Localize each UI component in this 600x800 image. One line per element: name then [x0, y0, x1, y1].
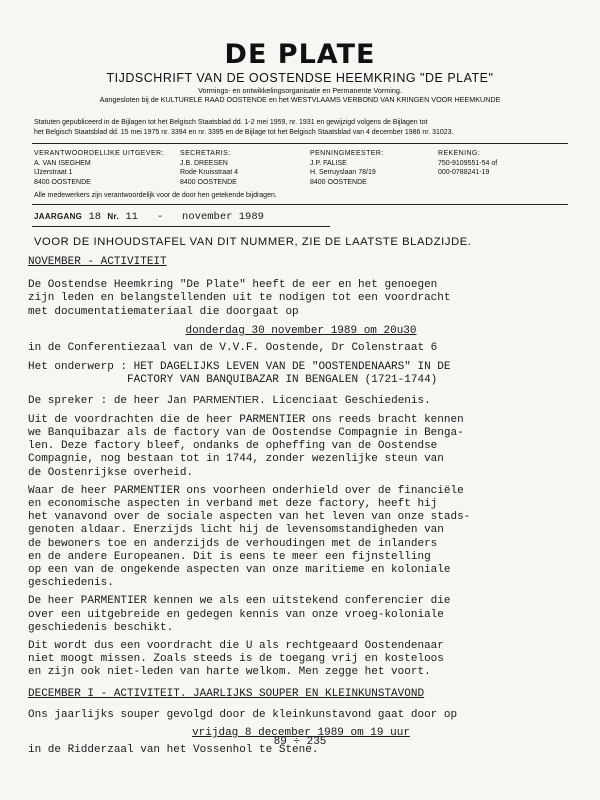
issue-line	[34, 211, 264, 223]
issue-date: november 1989	[182, 211, 264, 223]
paragraph-line: we Banquibazar als de factory van de Oostendse Compagnie in Benga-	[28, 427, 464, 440]
divider	[32, 143, 568, 144]
account-number: 750-9109551-54 of	[438, 159, 498, 167]
paragraph-line: en zijn ook niet-leden van harte welkom. Men zegge het voort.	[28, 666, 431, 679]
event-location: in de Ridderzaal van het Vossenhol te Stene.	[28, 744, 319, 757]
topic-line: FACTORY VAN BANQUIBAZAR IN BENGALEN (1721-1744)	[28, 374, 438, 387]
paragraph-line: Uit de voordrachten die de heer PARMENTIER ons reeds bracht kennen	[28, 413, 464, 426]
publication-title: DE PLATE	[224, 39, 376, 70]
speaker-prefix: De spreker : de heer Jan	[28, 394, 194, 407]
officer-role: PENNINGMEESTER:	[310, 150, 384, 157]
divider	[32, 204, 568, 205]
officer-name: J.B. DREESEN	[180, 159, 228, 167]
article-body	[28, 256, 574, 758]
responsibility-note: Alle medewerkers zijn verantwoordelijk voor de door hen getekende bijdragen.	[34, 192, 277, 199]
issue-number: 11	[125, 211, 138, 223]
volume-label: JAARGANG	[34, 212, 83, 221]
topic-line: Het onderwerp : HET DAGELIJKS LEVEN VAN DE "OOSTENDENAARS" IN DE	[28, 361, 451, 374]
affiliation-line: Aangesloten bij de KULTURELE RAAD OOSTENDE en het WESTVLAAMS VERBOND VAN KRINGEN VOOR HEEMKUNDE	[99, 95, 501, 104]
statutes-line: Statuten gepubliceerd in de Bijlagen tot het Belgisch Staatsblad dd. 1-2 mei 1959, nr. 1931 en gewijzigd volgens de Bijlagen tot	[34, 119, 428, 126]
organisation-type: Vormings- en ontwikkelingsorganisatie en Permanente Vorming.	[198, 86, 402, 95]
paragraph-line: len. Deze factory bleef, ondanks de opheffing van de Oostendse	[28, 440, 438, 453]
statutes-line: het Belgisch Staatsblad dd. 15 mei 1975 nr. 3394 en nr. 3395 en de Bijlage tot het Belgisch Staatsblad van 4 december 1986 nr. 31023.	[34, 128, 454, 136]
event-location: in de Conferentiezaal van de V.V.F. Oostende, Dr Colenstraat 6	[28, 342, 438, 355]
statutes-block	[34, 118, 566, 137]
account-label: REKENING:	[438, 150, 481, 157]
separator: -	[156, 211, 164, 223]
officer-city: 8400 OOSTENDE	[310, 178, 367, 186]
officer-name: J.P. FALISE	[310, 159, 347, 167]
divider	[32, 226, 330, 227]
paragraph-line: De Oostendse Heemkring "De Plate" heeft de eer en het genoegen	[28, 279, 438, 292]
paragraph-line: op een van de ongekende aspecten van onze maritieme en koloniale	[28, 564, 451, 577]
paragraph-line: Ons jaarlijks souper gevolgd door de kleinkunstavond gaat door op	[28, 708, 458, 721]
speaker-line	[28, 394, 574, 408]
section-heading: NOVEMBER - ACTIVITEIT	[28, 256, 167, 268]
paragraph-line: Dit wordt dus een voordracht die U als rechtgeaard Oostendenaar	[28, 640, 444, 653]
event-date: donderdag 30 november 1989 om 20u30	[185, 324, 417, 337]
paragraph-line: niet moogt missen. Zoals steeds is de toegang vrij en kosteloos	[28, 653, 444, 666]
publication-subtitle: TIJDSCHRIFT VAN DE OOSTENDSE HEEMKRING "DE PLATE"	[106, 71, 494, 85]
officer-city: 8400 OOSTENDE	[34, 178, 91, 186]
officer-role: VERANTWOORDELIJKE UITGEVER:	[34, 150, 164, 157]
speaker-suffix: . Licenciaat Geschiedenis.	[259, 394, 431, 407]
section-heading: DECEMBER I - ACTIVITEIT. JAARLIJKS SOUPER EN KLEINKUNSTAVOND	[28, 687, 425, 700]
officer-publisher	[34, 149, 164, 187]
paragraph-line: zijn leden en belangstellenden uit te nodigen tot een voordracht	[28, 292, 451, 305]
paragraph-line: over een uitgebreide en gedegen kennis van onze vroeg-koloniale	[28, 608, 444, 621]
paragraph-line: Waar de heer PARMENTIER ons voorheen onderhield over de financiële	[28, 484, 464, 497]
paragraph-line: Compagnie, nog bestaan tot in 1744, zonder wezenlijke steun van	[28, 453, 444, 466]
paragraph-line: de Oostenrijkse overheid.	[28, 466, 194, 479]
volume-number: 18	[88, 211, 102, 223]
officer-city: 8400 OOSTENDE	[180, 178, 237, 186]
paragraph-line: en de andere Europeanen. Dit is eens te meer een fijnstelling	[28, 550, 431, 563]
contents-notice: VOOR DE INHOUDSTAFEL VAN DIT NUMMER, ZIE DE LAATSTE BLADZIJDE.	[34, 236, 472, 248]
masthead	[0, 40, 600, 104]
officer-secretary	[180, 149, 238, 187]
paragraph-line: De heer PARMENTIER kennen we als een uitstekend conferencier die	[28, 595, 451, 608]
officer-treasurer	[310, 149, 384, 187]
paragraph-line: genoten aldaar. Enerzijds licht hij de levensomstandigheden van	[28, 524, 444, 537]
paragraph-line: en economische aspecten in verband met deze factory, heeft hij	[28, 498, 438, 511]
officer-role: SECRETARIS:	[180, 150, 231, 157]
issue-number-label: Nr.	[107, 212, 119, 221]
paragraph-line: het vanavond over de sociale aspecten van het leven van onze stads-	[28, 511, 471, 524]
paragraph-line: met documentatiemateriaal die doorgaat op	[28, 305, 299, 318]
officer-name: A. VAN ISEGHEM	[34, 159, 91, 167]
paragraph-line: geschiedenis beschikt.	[28, 621, 174, 634]
page-number: 89 ÷ 235	[273, 736, 327, 748]
paragraph-line: geschiedenis.	[28, 577, 114, 590]
officer-street: H. Serruyslaan 78/19	[310, 169, 376, 177]
event-date: vrijdag 8 december 1989 om 19 uur	[192, 727, 410, 740]
officer-street: Rode Kruisstraat 4	[180, 169, 238, 177]
officer-street: IJzerstraat 1	[34, 169, 73, 177]
paragraph-line: de bewoners toe en anderzijds de verhoudingen met de inlanders	[28, 537, 438, 550]
bank-account	[438, 149, 497, 178]
speaker-name: PARMENTIER	[193, 394, 260, 406]
account-number: 000-0788241-19	[438, 169, 490, 177]
